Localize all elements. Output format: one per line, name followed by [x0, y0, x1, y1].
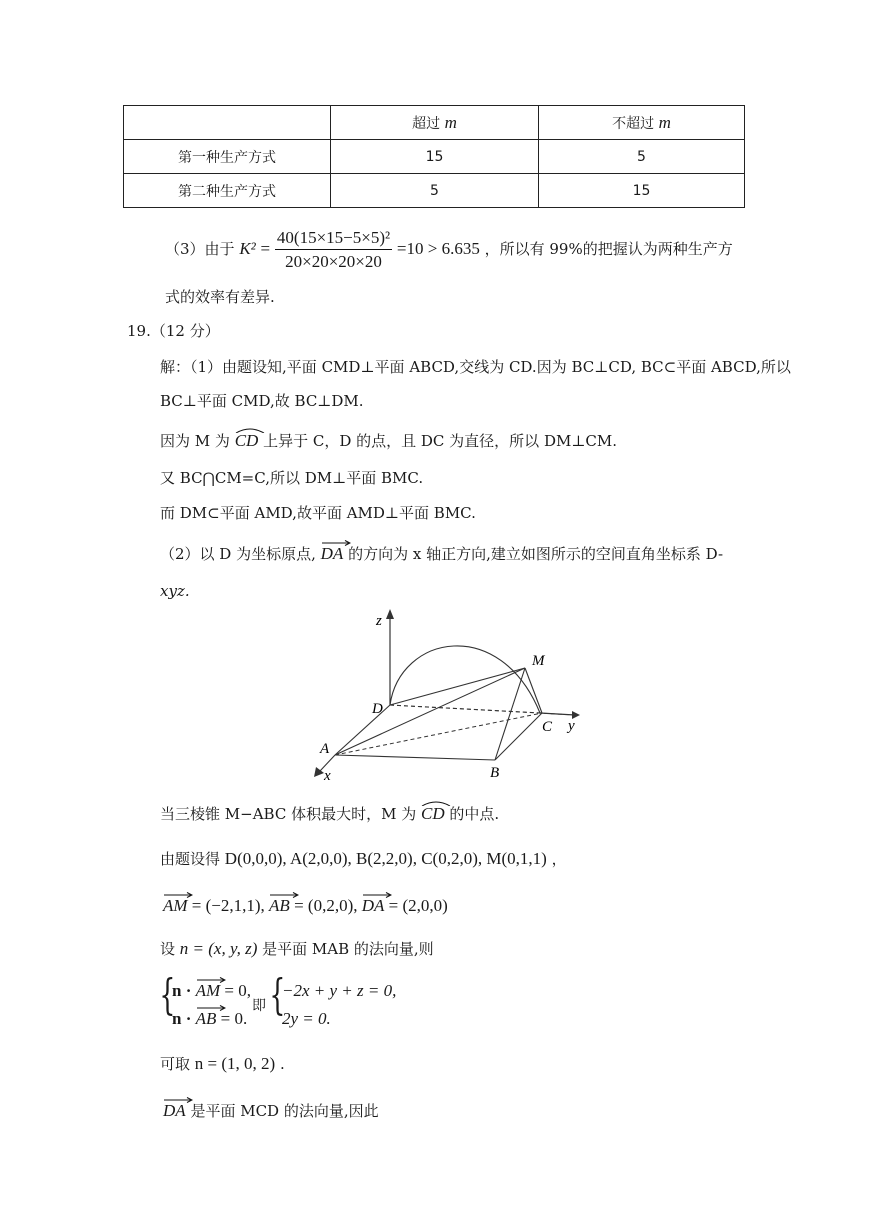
fig-label-y: y — [568, 718, 575, 734]
part3-line2: 式的效率有差异. — [165, 288, 275, 306]
arc-cd: CD — [421, 804, 445, 824]
table-cell: 15 — [331, 140, 539, 174]
vector-arrow-icon — [196, 977, 226, 983]
vector-arrow-icon — [362, 892, 392, 898]
solution-line: xyz. — [160, 582, 190, 600]
point-coordinates: D(0,0,0), A(2,0,0), B(2,2,0), C(0,2,0), M(0,1,1) — [224, 849, 547, 868]
fig-label-z: z — [376, 613, 382, 629]
solution-line: 可取 n = (1, 0, 2) . — [160, 1054, 285, 1073]
vector-da: DA — [321, 544, 344, 564]
ji-word: 即 — [252, 998, 266, 1014]
arc-cd: CD — [235, 431, 259, 451]
fraction-denominator: 20×20×20×20 — [285, 252, 382, 271]
question-header: 19.（12 分） — [127, 322, 220, 340]
k-squared: K² — [239, 239, 256, 258]
vector-arrow-icon — [321, 540, 351, 546]
solution-line: DA 是平面 MCD 的法向量,因此 — [163, 1100, 379, 1121]
frequency-table — [123, 105, 745, 208]
part3-line: （3）由于 K² = $\frac{\text{40(15×15−5×5)²}}{20\times 20\times 20\times 20}$ =10 > 6.635 ，所以有 99%的把握认为两种生产方 — [165, 228, 733, 271]
chi-square-fraction — [275, 228, 392, 272]
solution-line: 又 BC⋂CM=C,所以 DM⊥平面 BMC. — [160, 469, 424, 487]
vector-arrow-icon — [269, 892, 299, 898]
fig-label-x: x — [324, 768, 331, 784]
vector-ab: AB — [269, 896, 290, 916]
vector-values-line: AM = (−2,1,1), AB = (0,2,0), DA = (2,0,0) — [163, 896, 448, 916]
part3-suffix: ，所以有 99%的把握认为两种生产方 — [484, 240, 733, 258]
solution-line: 而 DM⊂平面 AMD,故平面 AMD⊥平面 BMC. — [160, 504, 476, 522]
vector-arrow-icon — [163, 1097, 193, 1103]
vector-am: AM — [163, 896, 188, 916]
table-cell: 5 — [539, 140, 745, 174]
solution-line: 解：（1）由题设知,平面 CMD⊥平面 ABCD,交线为 CD.因为 BC⊥CD, BC⊂平面 ABCD,所以 — [160, 358, 791, 376]
system-eq-1: n · AM = 0, — [172, 981, 251, 1001]
system-eq-4: 2y = 0. — [282, 1009, 331, 1028]
arc-symbol-icon — [421, 800, 451, 806]
table-header-row — [124, 106, 745, 140]
fig-label-a: A — [320, 741, 330, 757]
table-header-cell: 超过 m — [331, 106, 539, 140]
system-eq-3: −2x + y + z = 0, — [282, 981, 397, 1000]
table-row — [124, 174, 745, 208]
solution-line: BC⊥平面 CMD,故 BC⊥DM. — [160, 392, 364, 410]
fraction-numerator: 40(15×15−5×5)² — [275, 228, 392, 250]
solution-line: （2）以 D 为坐标原点, DA 的方向为 x 轴正方向,建立如图所示的空间直角坐标系 D- — [160, 543, 723, 564]
fig-label-m: M — [532, 653, 545, 669]
normal-vector-value: n = (1, 0, 2) — [194, 1054, 276, 1073]
table-cell: 15 — [539, 174, 745, 208]
geometry-figure — [300, 605, 600, 785]
vector-arrow-icon — [163, 892, 193, 898]
table-header-cell: 不超过 m — [539, 106, 745, 140]
solution-line: 因为 M 为 CD 上异于 C，D 的点，且 DC 为直径，所以 DM⊥CM. — [160, 430, 617, 451]
solution-line: 由题设得 D(0,0,0), A(2,0,0), B(2,2,0), C(0,2,0), M(0,1,1) ， — [160, 849, 567, 868]
table-cell: 5 — [331, 174, 539, 208]
table-row — [124, 140, 745, 174]
vector-da: DA — [163, 1101, 186, 1121]
chi-square-result: =10 > 6.635 — [396, 239, 480, 258]
system-eq-2: n · AB = 0. — [172, 1009, 247, 1029]
table-header-cell — [124, 106, 331, 140]
vector-arrow-icon — [196, 1005, 226, 1011]
vector-da: DA — [362, 896, 385, 916]
solution-line: 设 n = (x, y, z) 是平面 MAB 的法向量,则 — [160, 939, 434, 958]
arc-symbol-icon — [235, 427, 265, 433]
normal-vector-def: n = (x, y, z) — [179, 939, 258, 958]
table-cell: 第一种生产方式 — [124, 140, 331, 174]
solution-line: 当三棱锥 M−ABC 体积最大时，M 为 CD 的中点. — [160, 803, 499, 824]
fig-label-d: D — [372, 701, 383, 717]
fig-label-b: B — [490, 765, 500, 781]
fig-label-c: C — [542, 719, 553, 735]
part3-prefix: （3）由于 — [165, 240, 235, 258]
table-cell: 第二种生产方式 — [124, 174, 331, 208]
